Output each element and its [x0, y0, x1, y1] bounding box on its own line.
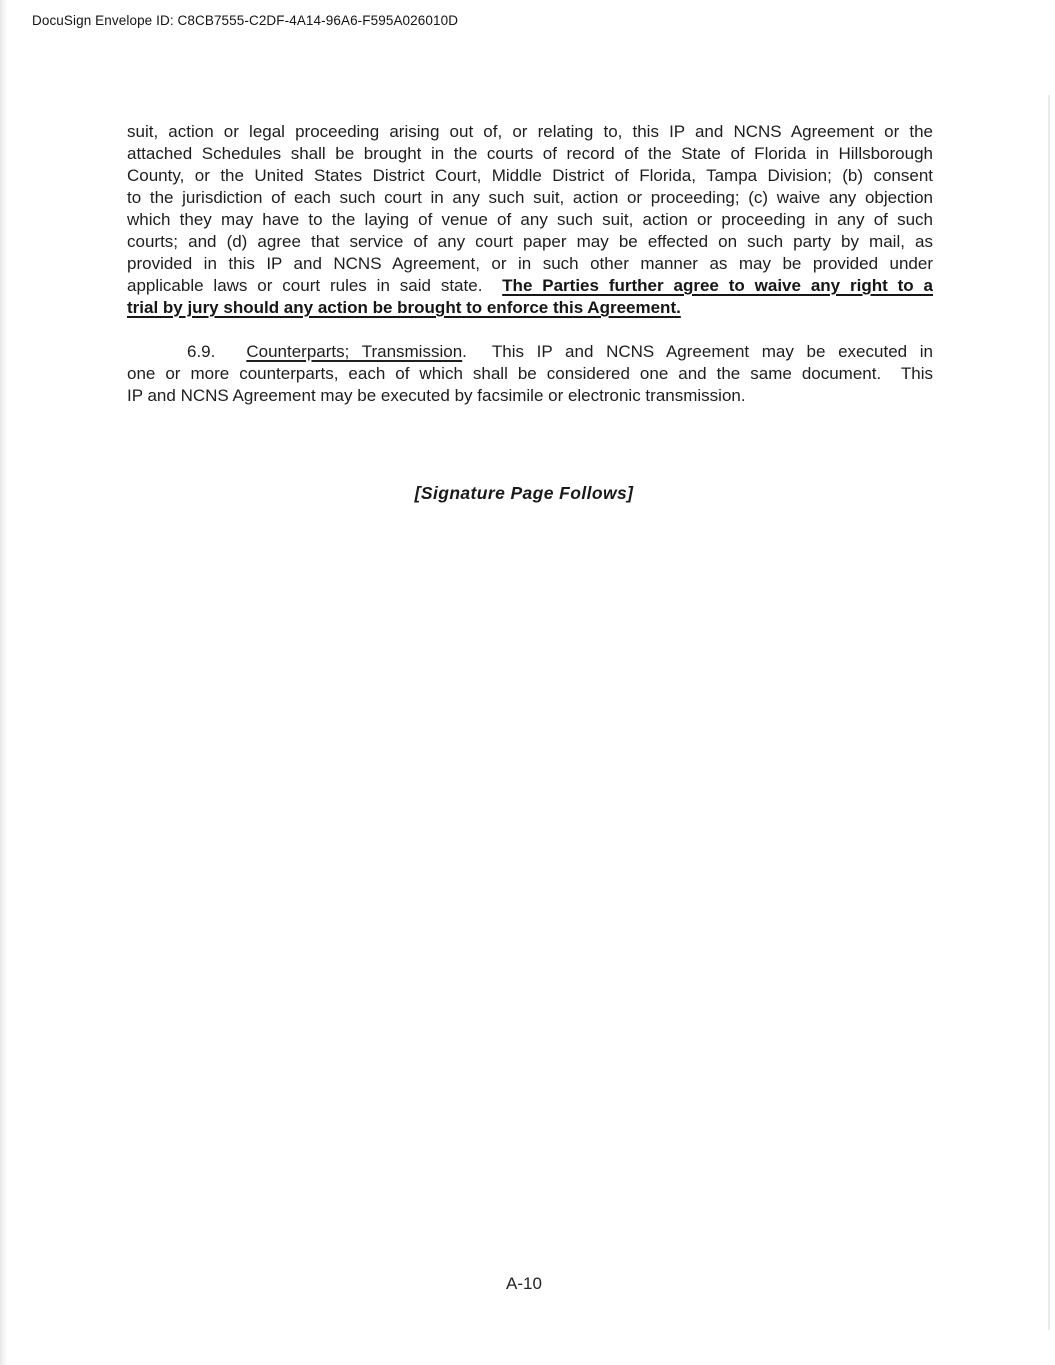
text-line-4: to the jurisdiction of each such court in any such suit, action or proceeding; (c) waive any objection: [127, 188, 933, 207]
text-line-5: which they may have to the laying of venue of any such suit, action or proceeding in any of such: [127, 210, 933, 229]
text-line-1: suit, action or legal proceeding arising out of, or relating to, this IP and NCNS Agreement or the: [127, 122, 933, 141]
text-line-9: [127, 297, 933, 319]
text-line-6: courts; and (d) agree that service of any court paper may be effected on such party by mail, as: [127, 232, 933, 251]
text-line-1: [127, 341, 933, 363]
paragraph-counterparts: [127, 341, 933, 407]
text-line-8: [127, 275, 933, 297]
docusign-envelope-id: DocuSign Envelope ID: C8CB7555-C2DF-4A14-96A6-F595A026010D: [32, 13, 459, 28]
jury-waiver-emphasis-end: trial by jury should any action be brought to enforce this Agreement.: [127, 298, 681, 317]
signature-page-note: [Signature Page Follows]: [414, 483, 634, 503]
section-number: 6.9.: [187, 342, 216, 361]
scan-artifact-right-edge: [1048, 95, 1050, 1330]
text-segment-normal: applicable laws or court rules in said state.: [127, 276, 493, 295]
text-line-2: attached Schedules shall be brought in the courts of record of the State of Florida in Hillsborough: [127, 144, 933, 163]
text-line-3: IP and NCNS Agreement may be executed by facsimile or electronic transmission.: [127, 386, 746, 405]
text-segment-rest: . This IP and NCNS Agreement may be executed in: [462, 342, 933, 361]
text-line-7: provided in this IP and NCNS Agreement, or in such other manner as may be provided under: [127, 254, 933, 273]
paragraph-jurisdiction: [127, 121, 933, 319]
scan-artifact-left-edge: [0, 0, 8, 1365]
text-line-3: County, or the United States District Court, Middle District of Florida, Tampa Division; (b) consent: [127, 166, 933, 185]
jury-waiver-emphasis-start: The Parties further agree to waive any right to a: [502, 276, 933, 295]
page-number: A-10: [506, 1274, 542, 1293]
section-heading: Counterparts; Transmission: [246, 342, 463, 361]
text-line-2: one or more counterparts, each of which shall be considered one and the same document. This: [127, 364, 933, 383]
